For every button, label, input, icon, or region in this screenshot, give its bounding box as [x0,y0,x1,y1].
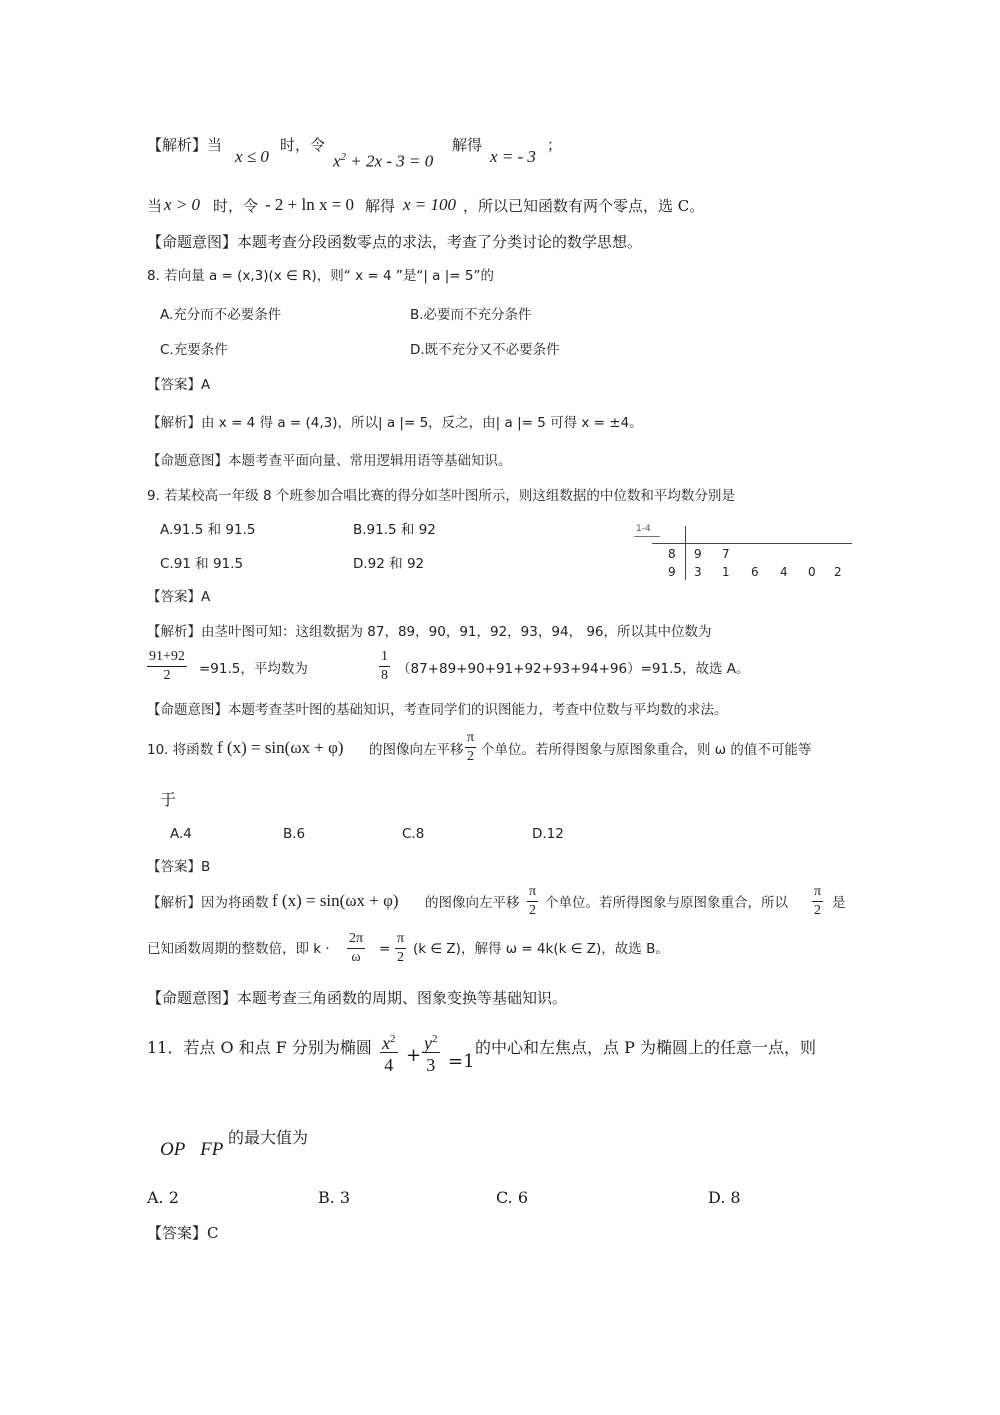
q10-intent: 【命题意图】本题考查三角函数的周期、图象变换等基础知识。 [147,989,568,1007]
q11-ellipse-y-den: 3 [426,1055,436,1075]
q7-line2-c: 解得 [365,197,396,215]
q11-option-a: A. 2 [147,1188,179,1207]
q11-ellipse-y-term [422,1030,440,1077]
q9-option-d: D.92 和 92 [353,556,425,572]
q11-ellipse-y-var: y [424,1033,432,1053]
leaf-9-4: 4 [780,565,788,579]
q10-analysis-period-fraction [812,883,823,920]
q7-cond2: x > 0 [164,195,201,214]
q10-shift-numerator: π [465,729,476,748]
stem-8: 8 [668,547,676,561]
q11-ellipse-y-sup: 2 [432,1033,438,1045]
q10-answer: 【答案】B [147,859,211,875]
q8-analysis: 【解析】由 x = 4 得 a = (4,3)，所以| a |= 5，反之，由| a |= 5 可得 x = ±4。 [147,415,643,431]
q9-mean-fraction [379,648,390,685]
q10-analysis-pi-fraction [395,930,406,967]
q11-stem-c: 的最大值为 [228,1128,309,1147]
leaf-9-1: 3 [694,565,702,579]
leaf-9-3: 6 [751,565,759,579]
q8-option-b: B.必要而不充分条件 [410,307,532,323]
q10-analysis-2c: (k ∈ Z)，解得 ω = 4k(k ∈ Z)，故选 B。 [413,941,669,957]
q7-eq1-rest: + 2x - 3 = 0 [346,151,434,171]
stem-9: 9 [668,565,676,579]
q11-ellipse-eq: =1 [448,1051,475,1072]
q10-stem-c: 个单位。若所得图象与原图象重合，则 ω 的值不可能等 [481,742,812,758]
leaf-8-2: 7 [722,547,730,561]
q11-option-d: D. 8 [708,1188,741,1207]
q10-stem-cont: 于 [160,790,177,809]
stem-leaf-top-rule [634,536,660,537]
q10-analysis-shift-fraction [527,883,538,920]
q10-analysis-2pi-fraction [347,930,365,967]
q7-analysis-label: 【解析】当 [147,136,223,154]
q10-option-c: C.8 [402,826,425,842]
q11-option-b: B. 3 [318,1188,351,1207]
q9-option-b: B.91.5 和 92 [353,522,436,538]
q11-ellipse-x-sup: 2 [390,1033,396,1045]
q10-option-a: A.4 [170,826,192,842]
q11-dot-expression: OP⃞FP [160,1139,224,1160]
q10-shift-denominator: 2 [467,749,475,764]
q10-analysis-pi-denominator: 2 [397,950,405,965]
q10-stem-a: 10. 将函数 [147,742,214,758]
q9-median-numerator: 91+92 [147,648,187,667]
q8-option-a: A.充分而不必要条件 [160,307,282,323]
q11-stem-a: 11．若点 O 和点 F 分别为椭圆 [147,1038,372,1057]
q10-analysis-period-denominator: 2 [814,903,822,918]
q11-ellipse-x-den: 4 [384,1055,394,1075]
q7-eq1-x: x [333,151,341,171]
q11-stem-b: 的中心和左焦点，点 P 为椭圆上的任意一点，则 [475,1038,816,1057]
q10-analysis-2a: 已知函数周期的整数倍，即 k · [147,941,330,957]
q7-text1: 时，令 [280,136,326,154]
q7-text3: ； [547,136,563,154]
q10-analysis-period-numerator: π [812,883,823,902]
q10-option-d: D.12 [532,826,564,842]
q10-analysis-pi-numerator: π [395,930,406,949]
q10-analysis-1a: 【解析】因为将函数 [147,895,269,911]
stem-leaf-divider [685,526,686,580]
q9-mean-numerator: 1 [379,648,390,667]
q9-stem: 9. 若某校高一年级 8 个班参加合唱比赛的得分如茎叶图所示，则这组数据的中位数和平均数分别是 [147,488,735,504]
q9-median-fraction [147,648,187,685]
q10-analysis-2pi-numerator: 2π [347,930,365,949]
q9-analysis-2a: =91.5，平均数为 [199,661,308,677]
q10-analysis-shift-denominator: 2 [529,903,537,918]
q9-mean-denominator: 8 [381,668,388,683]
stem-leaf-plot [630,522,855,582]
q11-option-c: C. 6 [496,1188,529,1207]
q7-line2-b: 时，令 [213,197,259,215]
q7-eq1-sup: 2 [340,151,347,163]
q7-cond1: x ≤ 0 [235,147,269,166]
q10-stem-b: 的图像向左平移 [369,742,464,758]
leaf-8-1: 9 [694,547,702,561]
q11-ellipse-x-var: x [382,1033,390,1053]
q8-answer: 【答案】A [147,377,211,393]
q9-option-c: C.91 和 91.5 [160,556,244,572]
q11-ellipse-plus: + [406,1045,422,1066]
q7-sol2: x = 100 [403,195,457,214]
q10-analysis-2pi-denominator: ω [351,950,361,965]
q10-analysis-shift-numerator: π [527,883,538,902]
stem-leaf-header-rule [652,543,852,544]
q10-analysis-function: f (x) = sin(ωx + φ) [272,891,399,910]
q10-function: f (x) = sin(ωx + φ) [217,738,344,757]
leaf-9-5: 0 [808,565,816,579]
q10-analysis-1b: 的图像向左平移 [425,895,520,911]
q9-median-denominator: 2 [163,668,171,683]
q7-text2: 解得 [452,136,483,154]
q10-analysis-1c: 个单位。若所得图象与原图象重合，所以 [545,895,788,911]
q7-line2-d: ，所以已知函数有两个零点，选 C。 [463,197,705,215]
q7-line2-a: 当 [147,197,163,215]
q11-ellipse-x-term [380,1030,398,1077]
q9-analysis-2b: （87+89+90+91+92+93+94+96）=91.5，故选 A。 [397,661,750,677]
leaf-9-6: 2 [834,565,842,579]
q9-option-a: A.91.5 和 91.5 [160,522,256,538]
q9-intent: 【命题意图】本题考查茎叶图的基础知识，考查同学们的识图能力，考查中位数与平均数的求法。 [147,702,728,718]
q8-intent: 【命题意图】本题考查平面向量、常用逻辑用语等基础知识。 [147,453,512,469]
q10-analysis-1d: 是 [832,895,846,911]
q8-stem: 8. 若向量 a = (x,3)(x ∈ R)，则“ x = 4 ”是“| a |= 5”的 [147,268,494,284]
stem-leaf-corner: 1-4 [636,524,651,534]
q8-option-d: D.既不充分又不必要条件 [410,342,560,358]
q9-answer: 【答案】A [147,589,211,605]
q10-shift-fraction [465,729,476,766]
q9-analysis-line1: 【解析】由茎叶图可知：这组数据为 87，89，90，91，92，93，94， 96，所以其中位数为 [147,624,712,640]
q7-sol1: x = - 3 [490,147,536,166]
q7-eq2: - 2 + ln x = 0 [265,195,355,214]
q11-answer: 【答案】C [147,1224,219,1242]
q8-option-c: C.充要条件 [160,342,228,358]
q10-option-b: B.6 [283,826,306,842]
leaf-9-2: 1 [722,565,730,579]
q7-intent: 【命题意图】本题考查分段函数零点的求法，考查了分类讨论的数学思想。 [147,233,643,251]
q10-analysis-2b: = [379,941,391,957]
